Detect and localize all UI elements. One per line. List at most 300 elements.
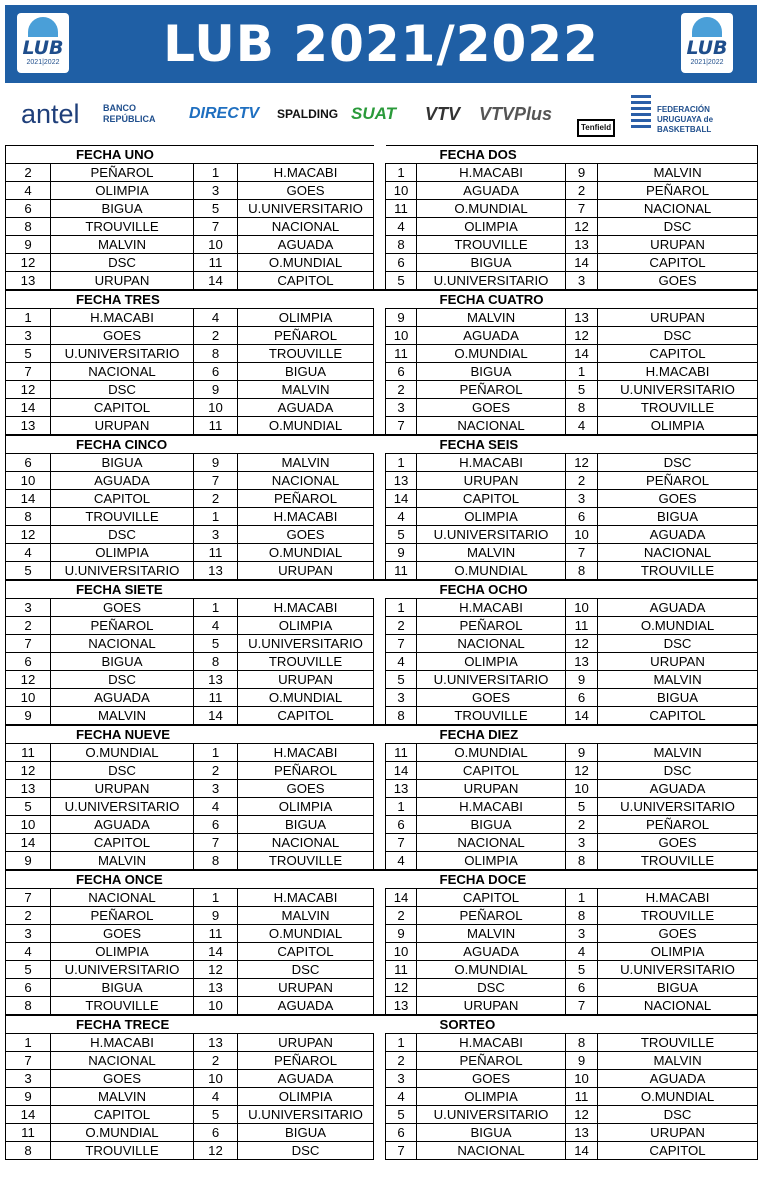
match-row (6, 200, 758, 218)
team-name: GOES (51, 925, 194, 943)
team-name: AGUADA (51, 689, 194, 707)
team-name: NACIONAL (417, 635, 566, 653)
team-number: 12 (566, 454, 598, 472)
column-gap (374, 1070, 386, 1088)
team-name: TROUVILLE (238, 345, 374, 363)
team-number: 5 (386, 272, 417, 291)
column-gap (374, 399, 386, 417)
team-number: 14 (386, 889, 417, 907)
team-name: GOES (51, 327, 194, 345)
match-row (6, 1142, 758, 1160)
team-name: OLIMPIA (417, 653, 566, 671)
team-number: 12 (566, 327, 598, 345)
team-number: 6 (566, 979, 598, 997)
team-number: 8 (566, 562, 598, 581)
team-number: 3 (194, 526, 238, 544)
team-number: 10 (6, 472, 51, 490)
match-row (6, 762, 758, 780)
match-row (6, 653, 758, 671)
team-name: URUPAN (417, 472, 566, 490)
vtvplus-logo: VTVPlus (479, 104, 553, 124)
team-number: 13 (194, 979, 238, 997)
column-gap (374, 780, 386, 798)
column-gap (374, 526, 386, 544)
lub-logo-text: LUB (22, 37, 64, 59)
column-gap (374, 852, 386, 871)
team-number: 5 (6, 562, 51, 581)
team-name: DSC (598, 1106, 758, 1124)
team-name: OLIMPIA (417, 1088, 566, 1106)
team-number: 7 (386, 635, 417, 653)
column-gap (374, 997, 386, 1016)
team-number: 9 (194, 907, 238, 925)
team-number: 9 (6, 236, 51, 254)
team-name: NACIONAL (598, 997, 758, 1016)
column-gap (374, 562, 386, 581)
column-gap (374, 943, 386, 961)
team-number: 1 (194, 599, 238, 617)
team-number: 9 (194, 381, 238, 399)
team-name: NACIONAL (238, 472, 374, 490)
team-name: OLIMPIA (598, 417, 758, 436)
team-name: PEÑAROL (598, 816, 758, 834)
match-row (6, 309, 758, 327)
team-name: O.MUNDIAL (598, 1088, 758, 1106)
column-gap (374, 816, 386, 834)
team-number: 10 (6, 689, 51, 707)
team-name: MALVIN (238, 454, 374, 472)
round-title: FECHA UNO (6, 146, 374, 164)
team-name: URUPAN (598, 653, 758, 671)
match-row (6, 1070, 758, 1088)
team-name: DSC (51, 671, 194, 689)
team-number: 7 (6, 889, 51, 907)
team-name: U.UNIVERSITARIO (238, 635, 374, 653)
team-number: 12 (194, 961, 238, 979)
column-gap (374, 435, 386, 454)
match-row (6, 544, 758, 562)
team-name: DSC (51, 381, 194, 399)
team-name: O.MUNDIAL (238, 689, 374, 707)
round-title: FECHA ONCE (6, 870, 374, 889)
match-row (6, 562, 758, 581)
team-number: 6 (6, 454, 51, 472)
team-name: MALVIN (417, 309, 566, 327)
match-row (6, 961, 758, 979)
team-number: 9 (6, 1088, 51, 1106)
team-name: CAPITOL (598, 345, 758, 363)
team-number: 11 (6, 744, 51, 762)
team-name: H.MACABI (238, 744, 374, 762)
team-number: 12 (566, 1106, 598, 1124)
team-name: URUPAN (598, 236, 758, 254)
team-number: 13 (6, 272, 51, 291)
team-number: 8 (566, 907, 598, 925)
column-gap (374, 671, 386, 689)
lub-logo-year: 2021|2022 (690, 59, 724, 66)
team-name: OLIMPIA (417, 218, 566, 236)
team-number: 12 (566, 635, 598, 653)
fub-flag-icon (631, 95, 651, 129)
team-number: 4 (6, 943, 51, 961)
team-number: 14 (566, 254, 598, 272)
team-number: 3 (194, 182, 238, 200)
fixture-table (5, 145, 758, 1160)
team-number: 3 (386, 689, 417, 707)
team-number: 7 (6, 635, 51, 653)
team-number: 2 (566, 816, 598, 834)
team-number: 6 (6, 653, 51, 671)
team-name: NACIONAL (598, 544, 758, 562)
team-name: URUPAN (238, 979, 374, 997)
team-name: URUPAN (238, 562, 374, 581)
match-row (6, 454, 758, 472)
match-row (6, 254, 758, 272)
column-gap (374, 707, 386, 726)
team-number: 1 (194, 508, 238, 526)
team-name: BIGUA (51, 454, 194, 472)
round-title: FECHA DIEZ (386, 725, 758, 744)
column-gap (374, 290, 386, 309)
team-name: U.UNIVERSITARIO (51, 961, 194, 979)
team-name: AGUADA (598, 1070, 758, 1088)
team-number: 9 (386, 544, 417, 562)
team-number: 14 (566, 707, 598, 726)
basketball-icon (28, 17, 58, 37)
team-number: 9 (6, 707, 51, 726)
team-name: DSC (598, 218, 758, 236)
team-name: DSC (238, 961, 374, 979)
column-gap (374, 798, 386, 816)
team-number: 5 (566, 381, 598, 399)
team-number: 6 (386, 816, 417, 834)
team-number: 2 (194, 490, 238, 508)
team-name: GOES (598, 490, 758, 508)
team-number: 10 (566, 1070, 598, 1088)
column-gap (374, 272, 386, 291)
team-name: TROUVILLE (417, 236, 566, 254)
column-gap (374, 146, 386, 164)
team-name: BIGUA (598, 689, 758, 707)
team-number: 5 (194, 635, 238, 653)
team-number: 13 (194, 562, 238, 581)
column-gap (374, 236, 386, 254)
team-name: TROUVILLE (598, 399, 758, 417)
team-name: BIGUA (417, 816, 566, 834)
team-name: MALVIN (417, 925, 566, 943)
team-number: 13 (566, 653, 598, 671)
team-number: 2 (566, 472, 598, 490)
team-number: 5 (566, 798, 598, 816)
spalding-logo: SPALDING (277, 107, 339, 121)
team-number: 7 (194, 834, 238, 852)
team-name: NACIONAL (417, 834, 566, 852)
team-name: H.MACABI (51, 309, 194, 327)
team-number: 10 (194, 997, 238, 1016)
team-name: U.UNIVERSITARIO (51, 345, 194, 363)
team-number: 4 (386, 218, 417, 236)
team-name: MALVIN (238, 907, 374, 925)
team-name: MALVIN (51, 852, 194, 871)
team-number: 9 (194, 454, 238, 472)
team-name: URUPAN (51, 780, 194, 798)
team-number: 12 (6, 671, 51, 689)
team-number: 13 (566, 309, 598, 327)
team-number: 12 (566, 218, 598, 236)
team-name: DSC (598, 635, 758, 653)
team-name: CAPITOL (238, 943, 374, 961)
column-gap (374, 472, 386, 490)
team-name: U.UNIVERSITARIO (238, 200, 374, 218)
team-number: 11 (386, 200, 417, 218)
team-number: 11 (566, 617, 598, 635)
team-name: TROUVILLE (598, 907, 758, 925)
team-name: O.MUNDIAL (417, 200, 566, 218)
team-number: 11 (194, 254, 238, 272)
team-name: BIGUA (598, 508, 758, 526)
team-number: 4 (194, 798, 238, 816)
team-number: 8 (6, 508, 51, 526)
column-gap (374, 689, 386, 707)
match-row (6, 1106, 758, 1124)
team-number: 12 (6, 762, 51, 780)
team-name: OLIMPIA (51, 544, 194, 562)
match-row (6, 1052, 758, 1070)
team-number: 3 (566, 834, 598, 852)
team-number: 8 (566, 852, 598, 871)
team-number: 10 (566, 526, 598, 544)
team-number: 11 (386, 961, 417, 979)
team-number: 7 (386, 834, 417, 852)
team-name: BIGUA (51, 653, 194, 671)
round-header-row (6, 290, 758, 309)
page-title: LUB 2021/2022 (163, 15, 599, 73)
team-number: 5 (386, 526, 417, 544)
team-number: 4 (6, 182, 51, 200)
match-row (6, 780, 758, 798)
team-number: 2 (566, 182, 598, 200)
team-name: TROUVILLE (598, 562, 758, 581)
team-name: MALVIN (51, 236, 194, 254)
team-name: URUPAN (51, 417, 194, 436)
team-number: 14 (194, 707, 238, 726)
team-number: 3 (386, 399, 417, 417)
team-number: 9 (566, 1052, 598, 1070)
round-title: FECHA DOCE (386, 870, 758, 889)
team-number: 12 (6, 381, 51, 399)
team-name: BIGUA (598, 979, 758, 997)
match-row (6, 417, 758, 436)
team-number: 9 (386, 925, 417, 943)
basketball-icon (692, 17, 722, 37)
column-gap (374, 1142, 386, 1160)
team-number: 2 (6, 617, 51, 635)
team-name: PEÑAROL (417, 617, 566, 635)
team-name: DSC (51, 526, 194, 544)
team-name: CAPITOL (51, 490, 194, 508)
team-name: NACIONAL (417, 1142, 566, 1160)
team-name: O.MUNDIAL (598, 617, 758, 635)
match-row (6, 164, 758, 182)
team-name: H.MACABI (417, 798, 566, 816)
team-name: AGUADA (51, 472, 194, 490)
column-gap (374, 961, 386, 979)
team-name: O.MUNDIAL (417, 961, 566, 979)
team-name: U.UNIVERSITARIO (417, 1106, 566, 1124)
team-name: O.MUNDIAL (417, 345, 566, 363)
team-name: BIGUA (417, 254, 566, 272)
team-number: 14 (6, 1106, 51, 1124)
team-number: 2 (386, 617, 417, 635)
team-number: 11 (194, 925, 238, 943)
team-number: 4 (386, 508, 417, 526)
team-name: TROUVILLE (598, 1034, 758, 1052)
team-number: 7 (386, 1142, 417, 1160)
team-number: 3 (6, 327, 51, 345)
team-number: 7 (194, 218, 238, 236)
team-number: 1 (386, 454, 417, 472)
team-name: BIGUA (238, 816, 374, 834)
team-number: 5 (194, 200, 238, 218)
team-name: CAPITOL (417, 889, 566, 907)
round-title: FECHA SEIS (386, 435, 758, 454)
team-number: 1 (194, 744, 238, 762)
team-number: 8 (194, 653, 238, 671)
team-number: 5 (386, 671, 417, 689)
team-name: TROUVILLE (238, 852, 374, 871)
team-number: 1 (386, 599, 417, 617)
team-name: O.MUNDIAL (238, 925, 374, 943)
match-row (6, 635, 758, 653)
team-number: 13 (6, 780, 51, 798)
match-row (6, 236, 758, 254)
team-name: U.UNIVERSITARIO (417, 671, 566, 689)
team-number: 5 (566, 961, 598, 979)
team-number: 13 (6, 417, 51, 436)
column-gap (374, 744, 386, 762)
match-row (6, 816, 758, 834)
team-name: AGUADA (238, 399, 374, 417)
team-name: U.UNIVERSITARIO (417, 526, 566, 544)
team-number: 7 (566, 200, 598, 218)
team-number: 2 (6, 907, 51, 925)
team-number: 2 (6, 164, 51, 182)
round-header-row (6, 435, 758, 454)
team-number: 9 (6, 852, 51, 871)
team-number: 7 (386, 417, 417, 436)
team-number: 14 (386, 490, 417, 508)
team-name: OLIMPIA (417, 852, 566, 871)
team-name: DSC (417, 979, 566, 997)
team-number: 14 (386, 762, 417, 780)
team-name: H.MACABI (238, 508, 374, 526)
team-name: H.MACABI (238, 164, 374, 182)
team-name: BIGUA (238, 363, 374, 381)
team-number: 1 (386, 798, 417, 816)
team-name: AGUADA (238, 236, 374, 254)
team-number: 5 (6, 345, 51, 363)
team-number: 1 (194, 889, 238, 907)
team-name: PEÑAROL (598, 472, 758, 490)
team-number: 8 (6, 218, 51, 236)
team-name: AGUADA (417, 182, 566, 200)
team-number: 8 (194, 852, 238, 871)
team-name: GOES (417, 1070, 566, 1088)
team-name: U.UNIVERSITARIO (598, 381, 758, 399)
round-title: FECHA TRECE (6, 1015, 374, 1034)
team-name: GOES (51, 599, 194, 617)
match-row (6, 689, 758, 707)
column-gap (374, 834, 386, 852)
team-name: U.UNIVERSITARIO (417, 272, 566, 291)
team-number: 6 (566, 508, 598, 526)
team-name: CAPITOL (417, 762, 566, 780)
match-row (6, 979, 758, 997)
team-number: 1 (386, 164, 417, 182)
match-row (6, 399, 758, 417)
team-name: PEÑAROL (417, 1052, 566, 1070)
team-name: NACIONAL (598, 200, 758, 218)
team-name: AGUADA (238, 1070, 374, 1088)
match-row (6, 671, 758, 689)
team-number: 1 (566, 889, 598, 907)
team-number: 4 (566, 943, 598, 961)
column-gap (374, 580, 386, 599)
match-row (6, 889, 758, 907)
column-gap (374, 1052, 386, 1070)
team-number: 8 (386, 707, 417, 726)
team-name: AGUADA (51, 816, 194, 834)
fub-logo: FEDERACIÓN URUGUAYA de BASKETBALL (657, 105, 714, 134)
team-number: 5 (194, 1106, 238, 1124)
team-number: 1 (6, 309, 51, 327)
team-number: 14 (6, 490, 51, 508)
team-number: 5 (6, 798, 51, 816)
team-name: URUPAN (51, 272, 194, 291)
team-number: 11 (6, 1124, 51, 1142)
column-gap (374, 417, 386, 436)
team-name: BIGUA (51, 200, 194, 218)
team-number: 10 (194, 236, 238, 254)
team-name: MALVIN (51, 1088, 194, 1106)
team-name: GOES (238, 780, 374, 798)
lub-logo-year: 2021|2022 (26, 59, 60, 66)
team-number: 14 (194, 272, 238, 291)
team-name: PEÑAROL (51, 164, 194, 182)
team-number: 9 (566, 164, 598, 182)
team-number: 7 (194, 472, 238, 490)
team-number: 2 (194, 1052, 238, 1070)
team-name: GOES (417, 689, 566, 707)
team-name: URUPAN (598, 309, 758, 327)
team-number: 11 (194, 544, 238, 562)
team-number: 2 (386, 907, 417, 925)
team-name: BIGUA (417, 363, 566, 381)
team-name: GOES (238, 526, 374, 544)
team-number: 8 (6, 1142, 51, 1160)
team-number: 10 (194, 399, 238, 417)
team-number: 14 (194, 943, 238, 961)
team-number: 5 (386, 1106, 417, 1124)
team-name: H.MACABI (417, 599, 566, 617)
match-row (6, 472, 758, 490)
team-name: GOES (598, 272, 758, 291)
team-name: OLIMPIA (51, 943, 194, 961)
team-name: GOES (238, 182, 374, 200)
team-name: CAPITOL (598, 707, 758, 726)
tenfield-logo: Tenfield (577, 119, 615, 137)
team-name: TROUVILLE (51, 1142, 194, 1160)
